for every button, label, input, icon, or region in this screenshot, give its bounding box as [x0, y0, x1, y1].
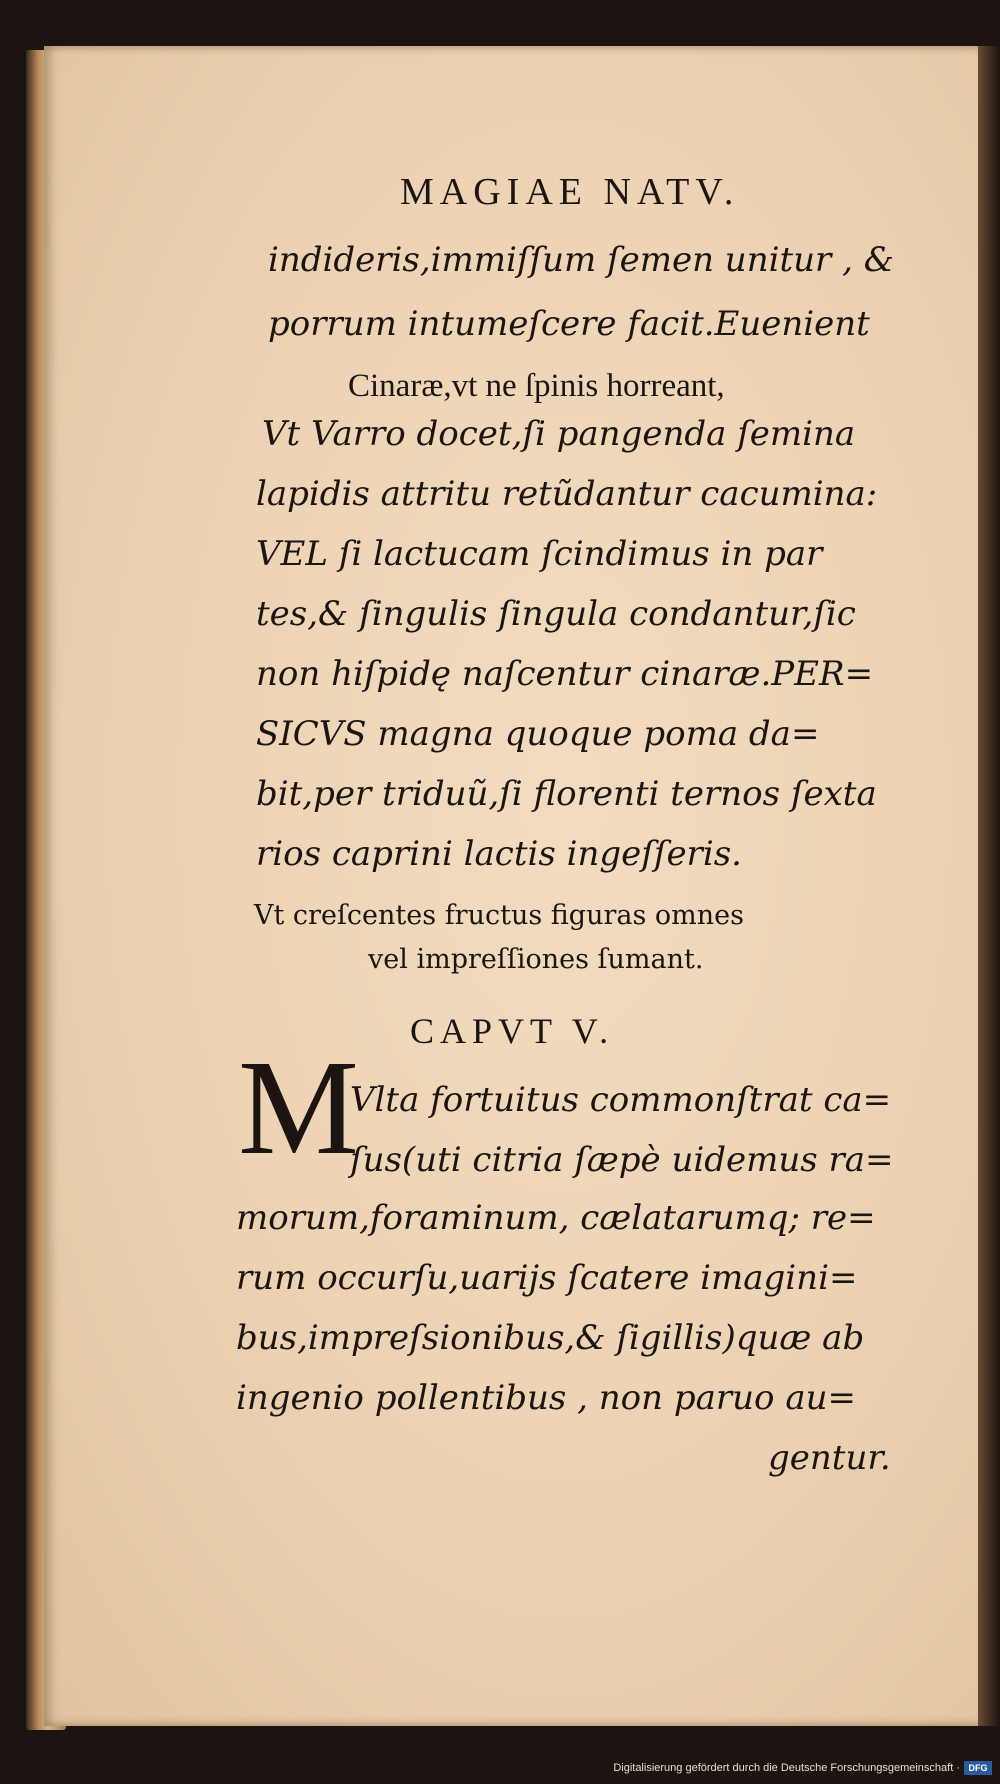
text-line: Vlta fortuitus commonſtrat ca= [350, 1080, 892, 1120]
text-line: rum occurſu,uarijs ſcatere imagini= [236, 1258, 858, 1298]
drop-cap: M [238, 1033, 359, 1183]
chapter-heading: CAPVT V. [410, 1011, 615, 1051]
text-line: bus,impreſsionibus,& ſigillis)quæ ab [236, 1318, 865, 1358]
text-line: gentur. [768, 1438, 891, 1478]
text-line: VEL ſi lactucam ſcindimus in par [256, 534, 823, 574]
text-line: ſus(uti citria ſæpè uidemus ra= [350, 1140, 894, 1180]
page-gutter-shadow [978, 46, 1000, 1726]
dfg-logo: DFG [964, 1761, 992, 1775]
section-heading: Cinaræ,vt ne ſpinis horreant, [348, 368, 725, 404]
subheading-line: Vt creſcentes fructus figuras omnes [254, 900, 744, 931]
text-line: bit,per triduũ,ſi florenti ternos ſexta [256, 774, 877, 814]
text-line: non hiſpidę naſcentur cinaræ.PER= [256, 654, 874, 694]
text-line: morum,foraminum, cælatarumq; re= [236, 1198, 876, 1238]
text-line: SICVS magna quoque poma da= [256, 714, 820, 754]
subheading-line: vel impreſſiones ſumant. [368, 944, 704, 975]
running-head: MAGIAE NATV. [400, 171, 740, 213]
text-line: lapidis attritu retũdantur cacumina: [256, 474, 878, 514]
funding-credit: Digitalisierung gefördert durch die Deutsche Forschungsgemeinschaft · [613, 1762, 960, 1774]
text-line: rios caprini lactis ingeſſeris. [256, 834, 742, 874]
text-line: porrum intumeſcere facit.Euenient [268, 304, 870, 344]
text-line: ingenio pollentibus , non paruo au= [236, 1378, 856, 1418]
text-line: indideris,immiſſum ſemen unitur , & [268, 240, 894, 280]
text-line: Vt Varro docet,ſi pangenda ſemina [262, 414, 856, 454]
text-line: tes,& ſingulis ſingula condantur,ſic [256, 594, 856, 634]
